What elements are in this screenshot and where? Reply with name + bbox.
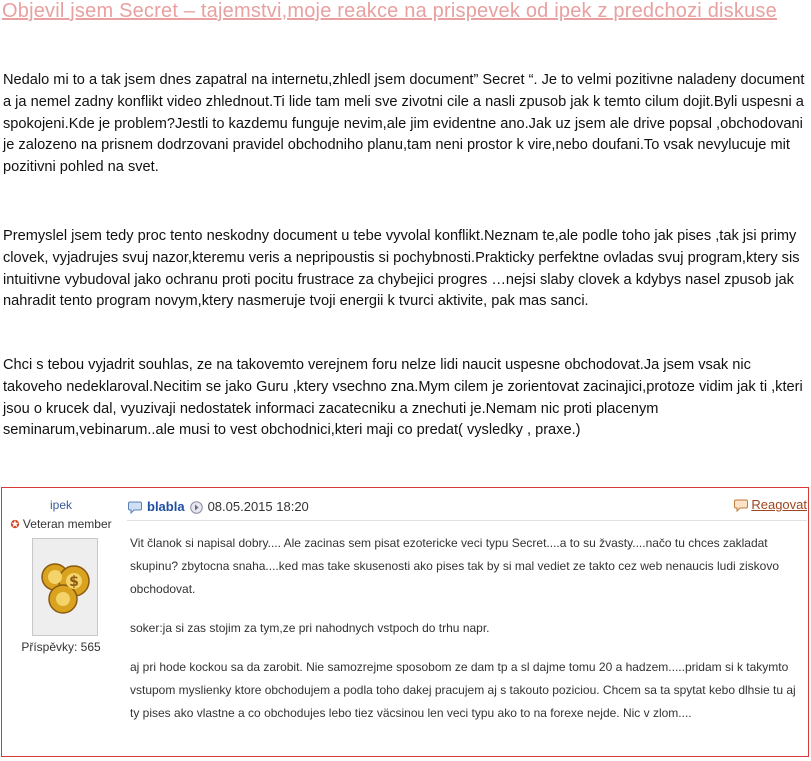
post-date: 08.05.2015 18:20	[207, 499, 309, 514]
author-post-count: Příspěvky: 565	[21, 640, 101, 654]
avatar	[32, 538, 98, 636]
reply-button[interactable]	[734, 496, 807, 514]
paragraph-2: Premyslel jsem tedy proc tento neskodny document u tebe vyvolal konflikt.Neznam te,ale podle toho jak pises ,tak jsi primy clovek, vyjadrujes svuj nazor,kteremu veris a nepripoustis si pochybnosti.Prakticky perfektne ovladas svuj program,ktery sis intuitivne vybudoval jako ochranu proti pocitu frustrace za chybejici progres …nejsi slaby clovek a kdybys nasel zpusob jak nahradit tento program novym,ktery nasmeruje tvoji energii k tvurci aktivite, pak mas sanci.	[3, 228, 800, 310]
post-body	[130, 532, 800, 725]
document-title: Objevil jsem Secret – tajemstvi,moje reakce na prispevek od ipek z predchozi diskuse	[2, 0, 777, 22]
post-text-1: Vit članok si napisal dobry.... Ale zacinas sem pisat ezotericke veci typu Secret....a to su žvasty....načo tu chces zakladat skupinu? zbytocna snaha....ked mas take skusenosti ako pises tak by si mal vediet ze takto cez web nenaucis ludi ziskovo obchodovat.	[130, 536, 780, 596]
post-header	[128, 498, 309, 516]
post-divider	[127, 520, 807, 521]
reply-label[interactable]: Reagovat	[751, 497, 807, 512]
post-text-3: aj pri hode kockou sa da zarobit. Nie samozrejme sposobom ze dam tp a sl dajme tomu 20 a hadzem.....pridam si k takymto vstupom myslienky ktore obchodujem a podla toho dakej pracujem aj s takouto poziciou. Chcem sa ta spytat kebo dlhsie tu aj ty pises ako vlastne a co obchodujes lebo tiez väcsinou len veci typu ako to na forexe nejde. Nic v zlom....	[130, 660, 796, 720]
post-username[interactable]: blabla	[147, 499, 185, 514]
reply-icon	[734, 499, 748, 512]
paragraph-1: Nedalo mi to a tak jsem dnes zapatral na internetu,zhledl jsem document” Secret “. Je to velmi pozitivne naladeny document a ja nemel zadny konflikt video zhlednout.Ti lide tam meli sve zivotni cile a nasli zpusob jak k temto cilum dojit.Byli uspesni a spokojeni.Kde je problem?Jestli to kazdemu funguje nevim,ale jim evidentne ano.Jak uz jsem ale drive popsal ,obchodovani je zalozeno na prisnem dodrzovani pravidel obchodniho planu,tam neni prostor k vire,nebo doufani.To vsak nevylucuje mit pozitivni pohled na svet.	[3, 72, 805, 176]
post-text-2: soker:ja si zas stojim za tym,ze pri nahodnych vstpoch do trhu napr.	[130, 621, 490, 635]
medal-icon: ✪	[10, 519, 20, 531]
author-rank-label: Veteran member	[22, 517, 112, 531]
author-panel	[4, 497, 118, 532]
arrow-icon[interactable]	[190, 501, 203, 514]
speech-bubble-icon	[128, 501, 142, 514]
author-rank	[4, 517, 118, 532]
author-name[interactable]: ipek	[49, 498, 72, 512]
gold-coins-icon	[33, 539, 97, 635]
svg-text:$: $	[69, 574, 79, 590]
paragraph-3: Chci s tebou vyjadrit souhlas, ze na takovemto verejnem foru nelze lidi naucit uspesne obchodovat.Ja jsem vsak nic takoveho nedeklaroval.Necitim se jako Guru ,ktery vsechno zna.Mym cilem je zorientovat zacinajici,protoze vidim jak ti ,kteri jsou o krucek dal, vyuzivaji nedostatek informaci zacatecniku a znechuti je.Nemam nic proti placenym seminarum,vebinarum..ale musi to vest obchodnici,kteri maji co predat( vysledky , praxe.)	[3, 357, 803, 439]
